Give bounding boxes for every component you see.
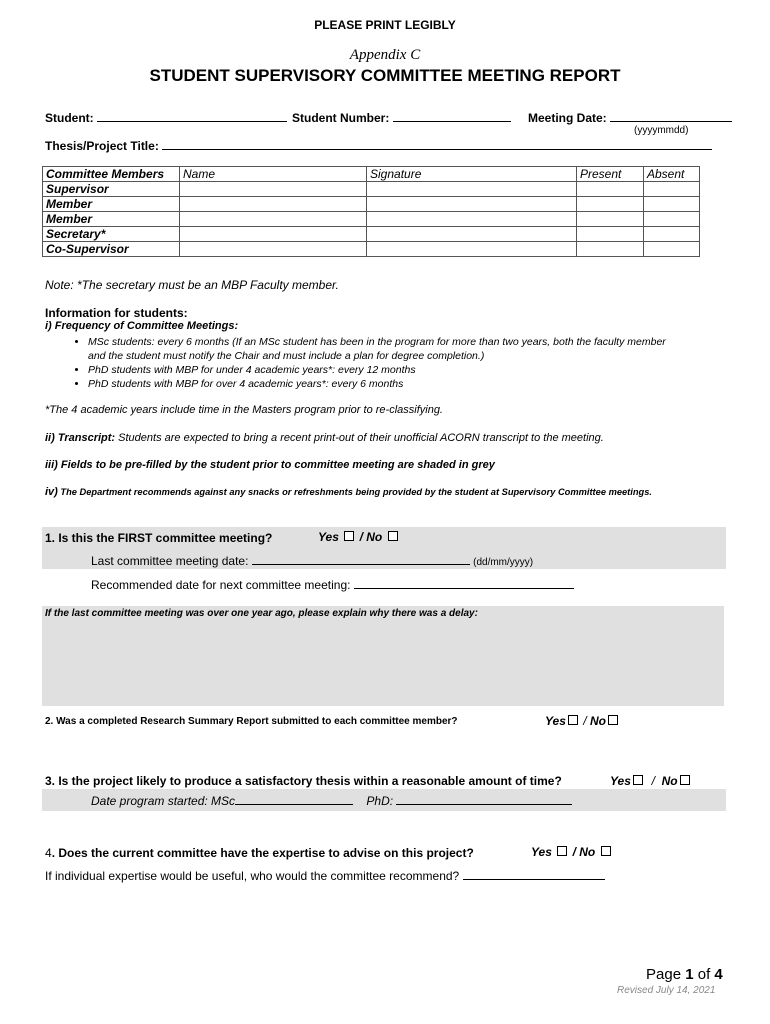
table-row [43, 212, 700, 227]
recommended-date-field[interactable]: Recommended date for next committee meeting: [91, 577, 574, 592]
delay-prompt: If the last committee meeting was over one year ago, please explain why there was a delay: [45, 608, 478, 619]
signature-cell[interactable] [367, 227, 577, 242]
revised-date: Revised July 14, 2021 [617, 985, 716, 996]
student-number-input-line[interactable] [393, 110, 511, 122]
q4-question: 4. Does the current committee have the expertise to advise on this project? [45, 846, 474, 860]
q1-yes-checkbox[interactable] [344, 531, 354, 541]
meeting-date-input-line[interactable] [610, 110, 732, 122]
page-title: STUDENT SUPERVISORY COMMITTEE MEETING REPORT [149, 66, 621, 85]
thesis-title-field[interactable]: Thesis/Project Title: [45, 138, 712, 153]
signature-cell[interactable] [367, 212, 577, 227]
thesis-title-input-line[interactable] [162, 138, 712, 150]
name-cell[interactable] [180, 197, 367, 212]
name-cell[interactable] [180, 182, 367, 197]
frequency-heading: i) Frequency of Committee Meetings: [45, 320, 239, 332]
role-cell: Secretary* [43, 227, 180, 242]
last-meeting-date-line[interactable] [252, 553, 470, 565]
col-absent: Absent [644, 167, 700, 182]
name-cell[interactable] [180, 212, 367, 227]
table-row [43, 242, 700, 257]
secretary-note: Note: *The secretary must be an MBP Faculty member. [45, 278, 339, 292]
page-number: Page 1 of 4 [646, 966, 723, 983]
q1-answer: Yes / No [318, 530, 400, 544]
expertise-recommend-field[interactable]: If individual expertise would be useful, who would the committee recommend? [45, 868, 605, 883]
name-cell[interactable] [180, 227, 367, 242]
absent-cell[interactable] [644, 212, 700, 227]
q2-answer: Yes / No [545, 714, 620, 728]
table-row [43, 227, 700, 242]
signature-cell[interactable] [367, 197, 577, 212]
recommended-date-line[interactable] [354, 577, 574, 589]
q3-no-checkbox[interactable] [680, 775, 690, 785]
q2-no-checkbox[interactable] [608, 715, 618, 725]
q3-yes-checkbox[interactable] [633, 775, 643, 785]
committee-table [42, 166, 700, 257]
academic-years-footnote: *The 4 academic years include time in the Masters program prior to re-classifying. [45, 404, 443, 416]
col-signature: Signature [367, 167, 577, 182]
msc-date-line[interactable] [235, 793, 353, 805]
list-item: • PhD students with MBP for over 4 academic years*: every 6 months [88, 377, 666, 391]
col-name: Name [180, 167, 367, 182]
student-input-line[interactable] [97, 110, 287, 122]
print-legibly-notice: PLEASE PRINT LEGIBLY [314, 18, 456, 32]
col-present: Present [577, 167, 644, 182]
absent-cell[interactable] [644, 197, 700, 212]
committee-table-header [43, 167, 700, 182]
list-item: • PhD students with MBP for under 4 academic years*: every 12 months [88, 363, 666, 377]
q2-yes-checkbox[interactable] [568, 715, 578, 725]
info-heading: Information for students: [45, 306, 188, 320]
phd-date-line[interactable] [396, 793, 572, 805]
snacks-note: iv) The Department recommends against any snacks or refreshments being provided by the student at Supervisory Committee meetings. [45, 486, 652, 498]
student-number-field[interactable]: Student Number: [292, 110, 511, 125]
q4-yes-checkbox[interactable] [557, 846, 567, 856]
transcript-note: ii) Transcript: Students are expected to bring a recent print-out of their unofficial ACORN transcript to the meeting. [45, 432, 604, 444]
expertise-recommend-line[interactable] [463, 868, 605, 880]
present-cell[interactable] [577, 242, 644, 257]
absent-cell[interactable] [644, 182, 700, 197]
absent-cell[interactable] [644, 242, 700, 257]
role-cell: Supervisor [43, 182, 180, 197]
appendix-label: Appendix C [349, 47, 421, 63]
table-row [43, 197, 700, 212]
q3-question: 3. Is the project likely to produce a satisfactory thesis within a reasonable amount of time? [45, 774, 562, 788]
signature-cell[interactable] [367, 242, 577, 257]
frequency-list [70, 335, 666, 391]
shaded-fields-note: iii) Fields to be pre-filled by the student prior to committee meeting are shaded in grey [45, 459, 495, 471]
date-program-started-field[interactable]: Date program started: MSc PhD: [91, 793, 572, 808]
list-item: • MSc students: every 6 months (If an MSc student has been in the program for more than two years, both the faculty member [88, 335, 666, 349]
date-format-hint: (yyyymmdd) [634, 125, 689, 136]
role-cell: Co-Supervisor [43, 242, 180, 257]
meeting-date-field[interactable]: Meeting Date: [528, 110, 732, 125]
present-cell[interactable] [577, 182, 644, 197]
last-meeting-date-field[interactable]: Last committee meeting date: (dd/mm/yyyy) [91, 554, 534, 568]
role-cell: Member [43, 212, 180, 227]
q4-no-checkbox[interactable] [601, 846, 611, 856]
q1-no-checkbox[interactable] [388, 531, 398, 541]
col-committee-members: Committee Members [43, 167, 180, 182]
list-item: and the student must notify the Chair and must include a plan for degree completion.) [88, 350, 485, 362]
role-cell: Member [43, 197, 180, 212]
q1-question: 1. Is this the FIRST committee meeting? [45, 531, 273, 545]
signature-cell[interactable] [367, 182, 577, 197]
q2-question: 2. Was a completed Research Summary Report submitted to each committee member? [45, 716, 458, 727]
delay-explanation-box[interactable] [42, 606, 724, 706]
absent-cell[interactable] [644, 227, 700, 242]
student-field[interactable]: Student: [45, 110, 287, 125]
present-cell[interactable] [577, 227, 644, 242]
present-cell[interactable] [577, 197, 644, 212]
q4-answer: Yes / No [531, 845, 613, 859]
table-row [43, 182, 700, 197]
q3-answer: Yes / No [610, 774, 692, 788]
name-cell[interactable] [180, 242, 367, 257]
present-cell[interactable] [577, 212, 644, 227]
